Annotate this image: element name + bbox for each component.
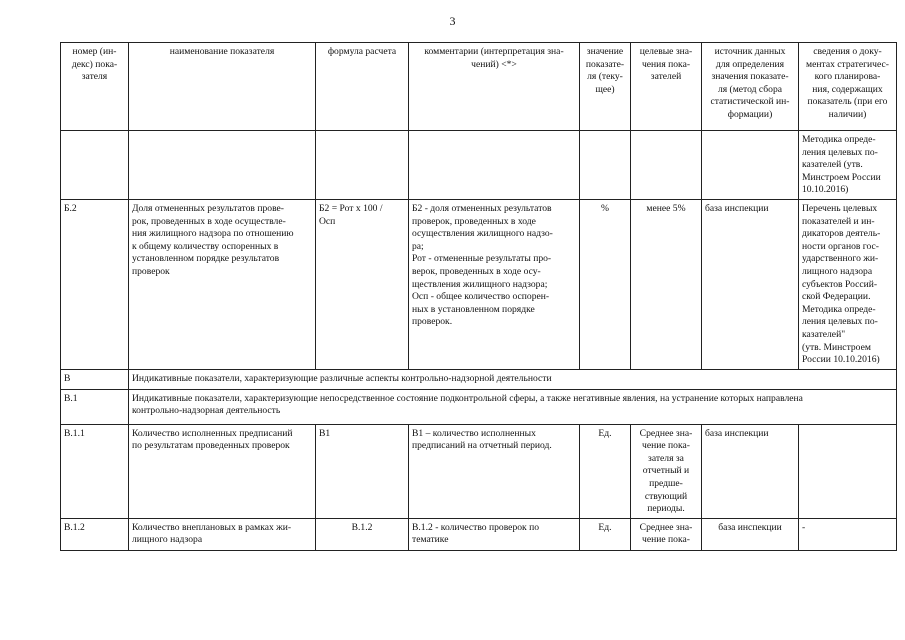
table-cell — [580, 131, 631, 200]
table-row-continued — [61, 131, 897, 200]
page-number: 3 — [449, 14, 456, 28]
v12-formula: В.1.2 — [316, 518, 409, 550]
v11-current-value: Ед. — [580, 424, 631, 518]
b2-comments: Б2 - доля отмененных результатов проверок, проведенных в ходе осуществления жилищного надзо- ра; Рот - отмененные результаты про- верок, проведенных в ходе осу- ществления жилищного надзора; Осп - общее количество оспорен- ных в установленном порядке проверок. — [409, 199, 580, 369]
header-name: наименование показателя — [129, 43, 316, 131]
v12-comments: В.1.2 - количество проверок по тематике — [409, 518, 580, 550]
table-row-v11 — [61, 424, 897, 518]
table-cell — [702, 131, 799, 200]
b2-name: Доля отмененных результатов прове- рок, проведенных в ходе осуществле- ния жилищного надзора по отношению к общему количеству оспоренных в установленном порядке результатов проверок — [129, 199, 316, 369]
v11-comments: В1 – количество исполненных предписаний на отчетный период. — [409, 424, 580, 518]
v12-strategic-docs: - — [799, 518, 897, 550]
table-cell — [409, 131, 580, 200]
table-header-row — [61, 43, 897, 131]
header-current-value: значение показате- ля (теку- щее) — [580, 43, 631, 131]
v12-target-values: Среднее зна- чение пока- — [631, 518, 702, 550]
v11-target-values: Среднее зна- чение пока- зателя за отчетный и предше- ствующий периоды. — [631, 424, 702, 518]
v-name: Индикативные показатели, характеризующие различные аспекты контрольно-надзорной деятельности — [129, 369, 897, 389]
table-row-v — [61, 369, 897, 389]
header-formula: формула расчета — [316, 43, 409, 131]
table-cell — [61, 131, 129, 200]
continued-strategic-docs: Методика опреде- ления целевых по- казателей (утв. Минстроем России 10.10.2016) — [799, 131, 897, 200]
b2-target-values: менее 5% — [631, 199, 702, 369]
table-row-v12 — [61, 518, 897, 550]
v11-strategic-docs — [799, 424, 897, 518]
b2-index: Б.2 — [61, 199, 129, 369]
v1-index: В.1 — [61, 389, 129, 424]
b2-current-value: % — [580, 199, 631, 369]
v-index: В — [61, 369, 129, 389]
table-row-b2 — [61, 199, 897, 369]
v11-data-source: база инспекции — [702, 424, 799, 518]
v11-index: В.1.1 — [61, 424, 129, 518]
b2-formula: Б2 = Рот x 100 / Осп — [316, 199, 409, 369]
v12-data-source: база инспекции — [702, 518, 799, 550]
header-strategic-docs: сведения о доку- ментах стратегичес- кого планирова- ния, содержащих показатель (при его наличии) — [799, 43, 897, 131]
v12-current-value: Ед. — [580, 518, 631, 550]
table-cell — [129, 131, 316, 200]
v11-name: Количество исполненных предписаний по результатам проведенных проверок — [129, 424, 316, 518]
v12-name: Количество внеплановых в рамках жи- лищного надзора — [129, 518, 316, 550]
indicators-table — [60, 42, 897, 551]
header-comments: комментарии (интерпретация зна- чений) <*> — [409, 43, 580, 131]
b2-strategic-docs: Перечень целевых показателей и ин- дикаторов деятель- ности органов гос- ударственного жи- лищного надзора субъектов Россий- ской Федерации. Методика опреде- ления целевых по- казателей" (утв. Минстроем России 10.10.2016) — [799, 199, 897, 369]
header-target-values: целевые зна- чения пока- зателей — [631, 43, 702, 131]
b2-data-source: база инспекции — [702, 199, 799, 369]
v12-index: В.1.2 — [61, 518, 129, 550]
table-cell — [631, 131, 702, 200]
v1-name: Индикативные показатели, характеризующие непосредственное состояние подконтрольной сферы, а также негативные явления, на устранение которых направлена контрольно-надзорная деятельность — [129, 389, 897, 424]
v11-formula: В1 — [316, 424, 409, 518]
table-row-v1 — [61, 389, 897, 424]
header-data-source: источник данных для определения значения показате- ля (метод сбора статистической ин- формации) — [702, 43, 799, 131]
header-index: номер (ин- декс) пока- зателя — [61, 43, 129, 131]
table-cell — [316, 131, 409, 200]
